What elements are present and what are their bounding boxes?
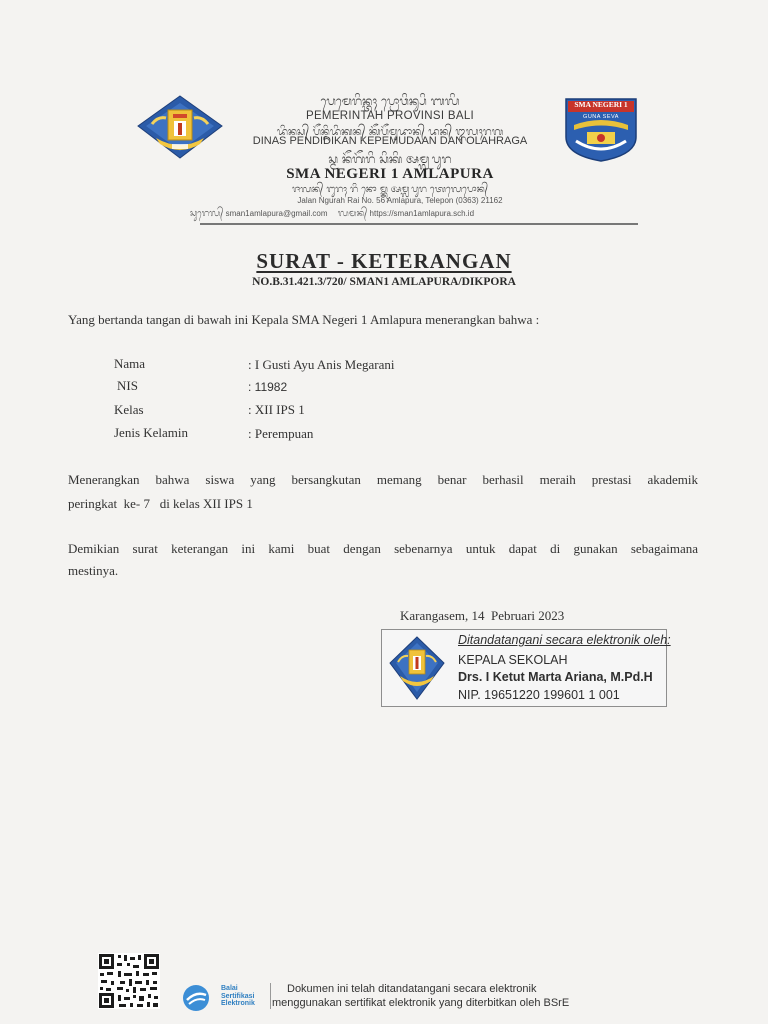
balinese-script-line-3: ᬲ᭄ᬫ ᬦᭂᬕᭂᬭᬶ ᬲᬶᬓᬶ ᬅᬫ᭄ᬮᬧᬸᬭ [328, 152, 452, 166]
contact-line [190, 206, 610, 223]
bsre-line-2: Sertifikasi [221, 992, 255, 1000]
letterhead-divider [200, 223, 638, 225]
signature-position: KEPALA SEKOLAH [458, 653, 568, 667]
place-and-date: Karangasem, 14 Pebruari 2023 [400, 608, 565, 623]
balinese-script-line-1: ᬧᬾᬫᬾᬭᬶᬦ᭄ᬢᬄ ᬧ᭄ᬭᭀᬯᬶᬦ᭄ᬲᬶ ᬩᬮᬶ [320, 94, 460, 108]
school-email: sman1amlapura@gmail.com [225, 209, 328, 218]
balinese-script-line-2: ᬤᬶᬦᬲ᭄ ᬧᭂᬦ᭄ᬤᬶᬤᬶᬓᬦ᭄ ᬓᭂᬧᭂᬫᬸᬤᬵᬦ᭄ ᬤᬦ᭄ ᬑᬮᬄᬭᬕ [276, 126, 504, 138]
letter-number: NO.B.31.421.3/720/ SMAN1 AMLAPURA/DIKPORA [252, 276, 516, 288]
department-heading: DINAS PENDIDIKAN KEPEMUDAAN DAN OLAHRAGA [252, 135, 528, 147]
field-value-kelas: : XII IPS 1 [248, 402, 305, 417]
school-website: https://sman1amlapura.sch.id [369, 209, 475, 218]
signature-bali-emblem [388, 636, 446, 700]
letter-title [0, 249, 768, 274]
footer-note-line-2: menggunakan sertifikat elektronik yang diterbitkan oleh BSrE [272, 997, 570, 1009]
closing-line-1: Demikian surat keterangan ini kami buat dengan sebenarnya untuk dapat di gunakan sebagaimana [68, 541, 698, 556]
address-line: Jalan Ngurah Rai No. 56 Amlapura, Telepon (0363) 21162 [297, 196, 503, 205]
statement-line-2: peringkat ke- 7 di kelas XII IPS 1 [68, 496, 253, 511]
bsre-name [221, 985, 255, 1008]
signature-name: Drs. I Ketut Marta Ariana, M.Pd.H [458, 670, 653, 684]
field-value-jenis-kelamin: : Perempuan [248, 426, 314, 441]
electronic-signature-box [381, 629, 671, 707]
bali-province-logo [134, 94, 226, 160]
bsre-line-3: Elektronik [221, 1000, 255, 1007]
intro-paragraph: Yang bertanda tangan di bawah ini Kepala SMA Negeri 1 Amlapura menerangkan bahwa : [68, 312, 540, 327]
statement-line-1: Menerangkan bahwa siswa yang bersangkutan memang benar berhasil meraih prestasi akademik [68, 472, 698, 487]
bsre-logo [180, 984, 214, 1012]
badge-motto: GUNA SEVA [583, 114, 619, 120]
field-label-kelas: Kelas [114, 402, 144, 417]
province-heading: PEMERINTAH PROVINSI BALI [305, 110, 475, 122]
badge-label: SMA NEGERI 1 [574, 100, 628, 109]
verification-qr-code [98, 953, 160, 1009]
balinese-email-label: ᬲᬸᬭᬾᬮ᭄ [190, 209, 224, 219]
field-label-nis: NIS [117, 378, 138, 393]
field-value-nama: : I Gusti Ayu Anis Megarani [248, 357, 395, 372]
field-label-nama: Nama [114, 356, 146, 371]
closing-line-2: mestinya. [68, 563, 119, 578]
signature-heading: Ditandatangani secara elektronik oleh: [458, 633, 671, 647]
letter-title-text: SURAT - KETERANGAN [256, 249, 512, 273]
field-label-jenis-kelamin: Jenis Kelamin [114, 425, 189, 440]
footer-note-line-1: Dokumen ini telah ditandatangani secara elektronik [287, 983, 537, 995]
school-badge-logo [562, 97, 640, 163]
balinese-script-line-4: ᬚᬮᬦ᭄ ᬗᬸᬭᬄ ᬭᬶ ᬦᭀ ᬫ᭄ᬓᬹ ᬅᬫ᭄ᬮᬧᬸᬭ ᬢᬾᬮᬾᬧᭀᬦ᭄ [291, 184, 489, 195]
school-name: SMA NEGERI 1 AMLAPURA [286, 166, 494, 182]
bsre-line-1: Balai [221, 985, 238, 992]
footer-divider [270, 983, 271, 1009]
balinese-web-label: ᬮᬫᬦ᭄ [337, 209, 368, 219]
field-value-nis: : 11982 [248, 380, 288, 394]
signature-nip: NIP. 19651220 199601 1 001 [458, 688, 620, 702]
